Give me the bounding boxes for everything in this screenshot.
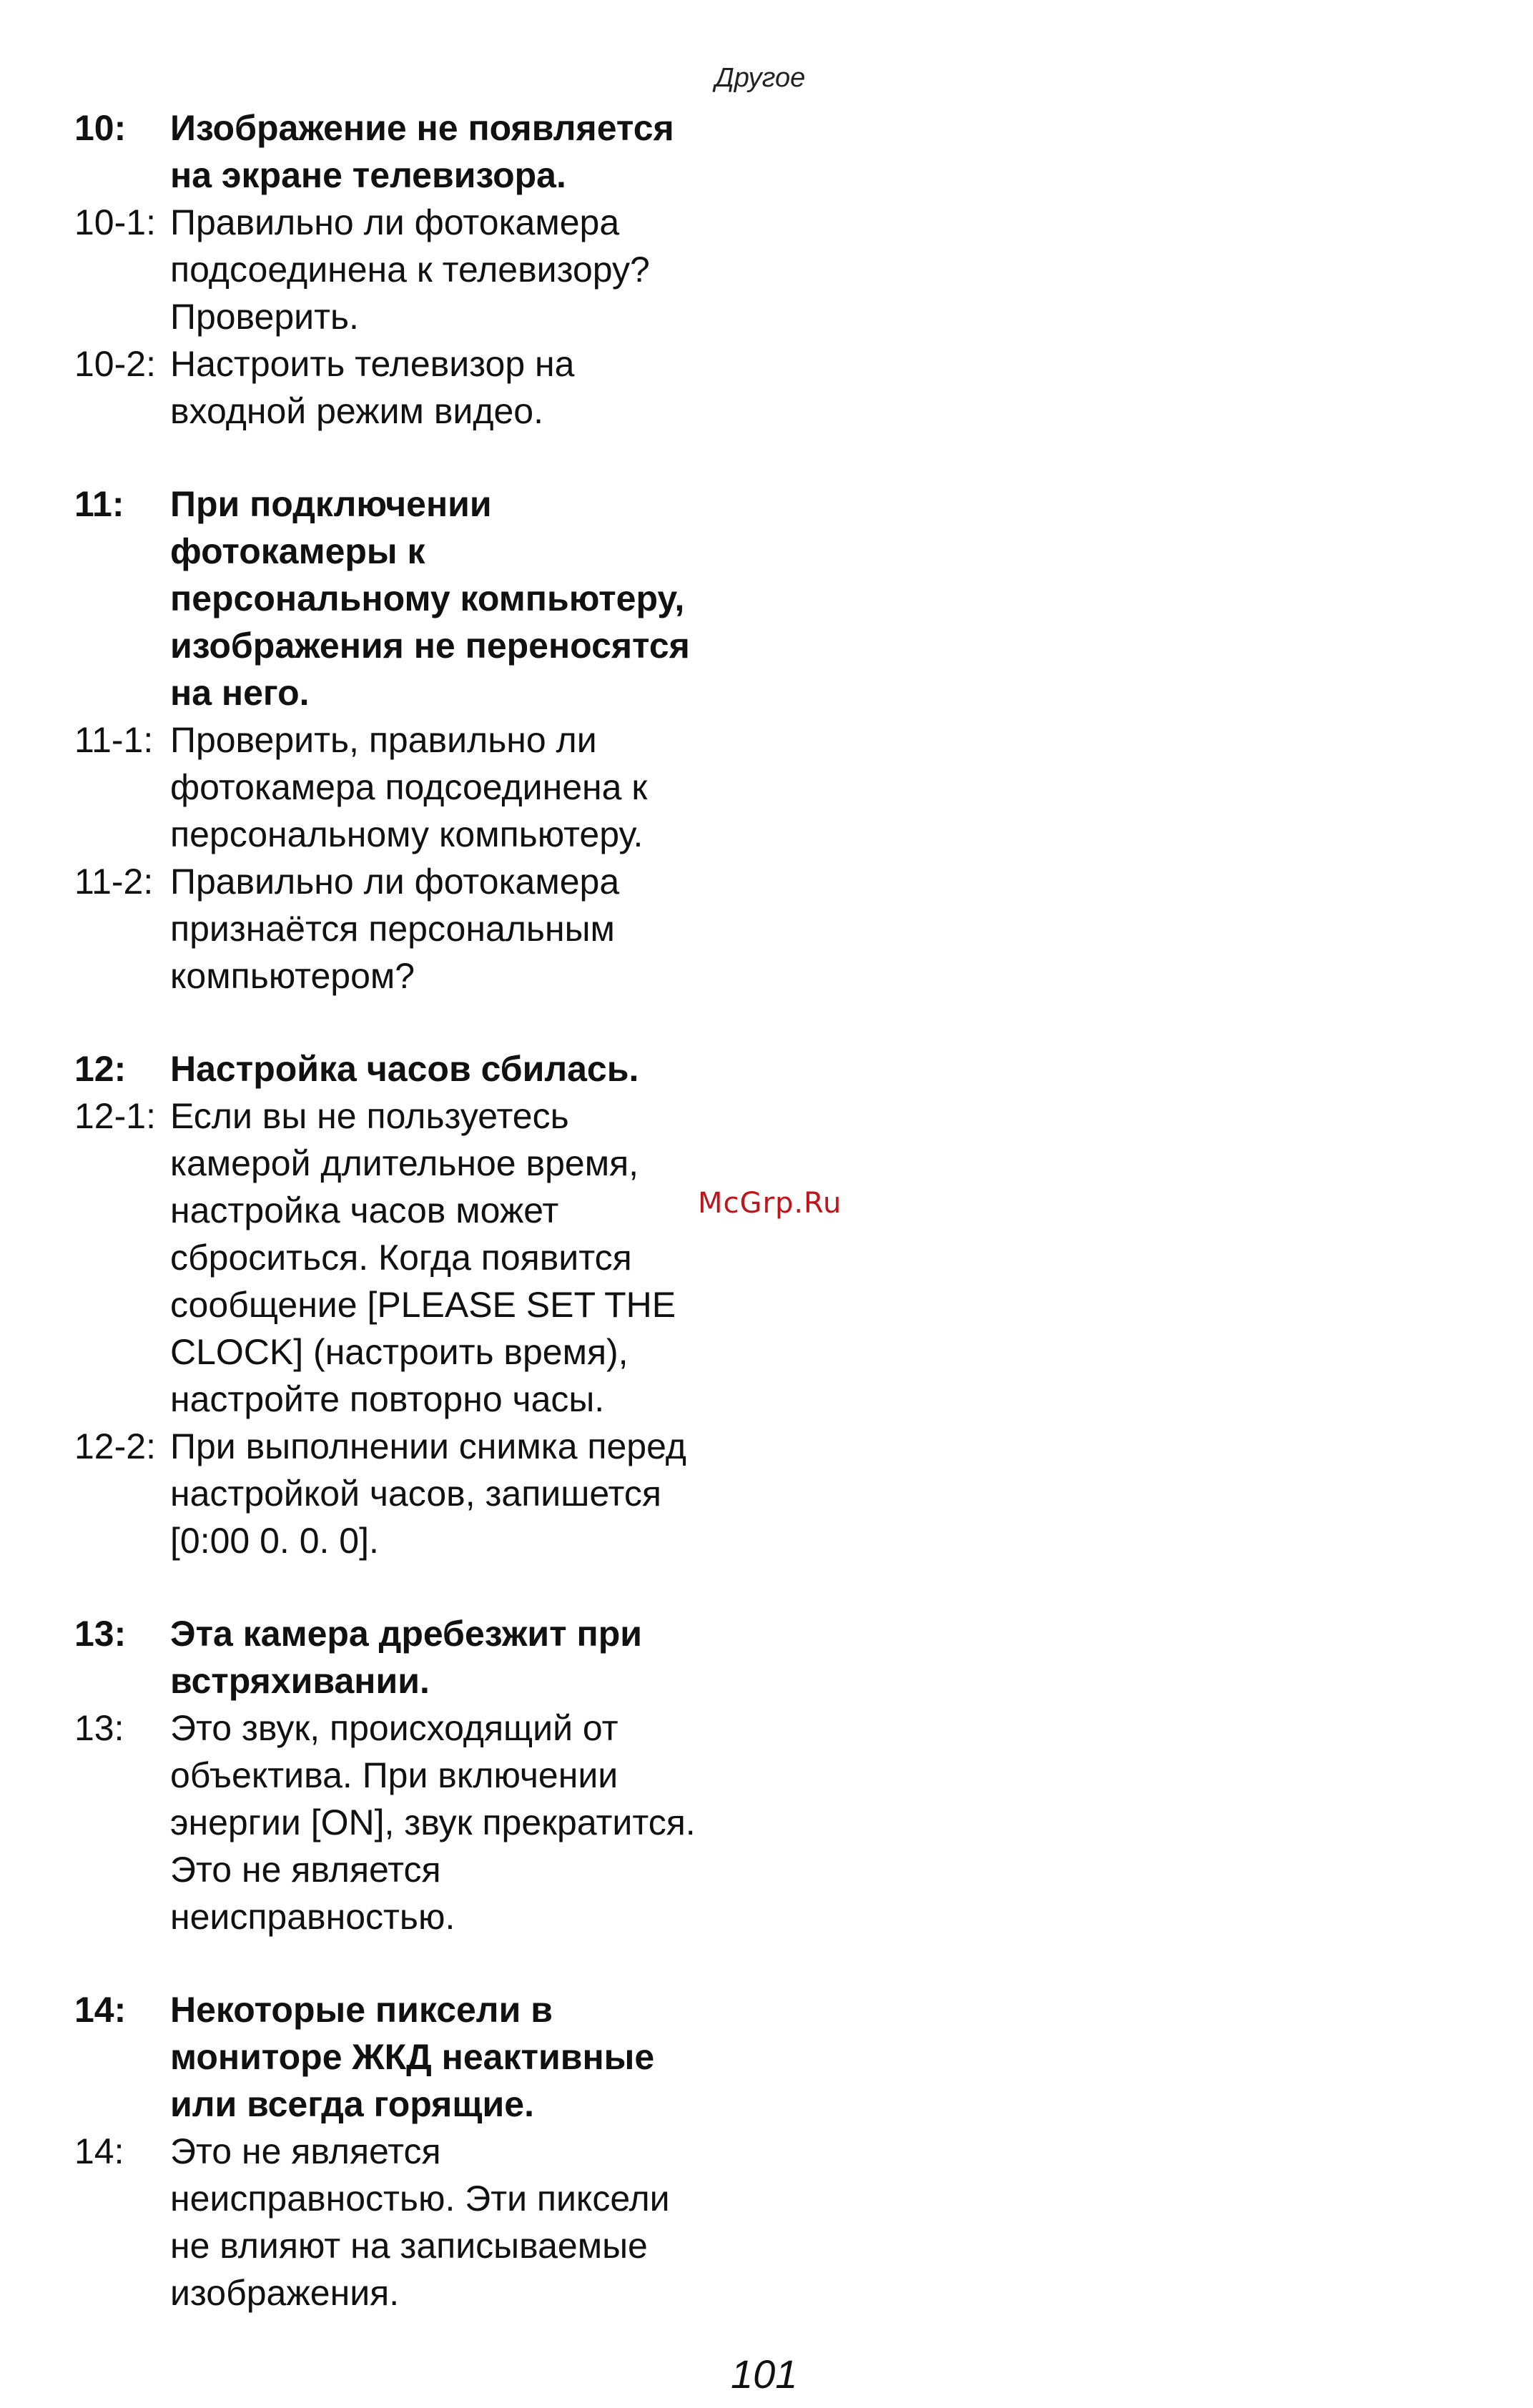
- question-number: 13:: [74, 1614, 127, 1654]
- question-text: Эта камера дребезжит при встряхивании.: [170, 1614, 642, 1701]
- question: [74, 1986, 761, 2128]
- answer-text: Это не является неисправностью. Эти пиксели не влияют на записываемые изображения.: [170, 2131, 670, 2313]
- answer-number: 12-2:: [74, 1426, 156, 1466]
- answer-number: 11-1:: [74, 720, 154, 760]
- question-number: 11:: [74, 484, 124, 524]
- faq-content: [74, 104, 761, 2362]
- answer-text: Правильно ли фотокамера подсоединена к телевизору? Проверить.: [170, 202, 650, 337]
- faq-section-10: [74, 104, 761, 435]
- question: [74, 1610, 761, 1704]
- question-number: 14:: [74, 1990, 127, 2030]
- answer: [74, 340, 761, 435]
- question: [74, 104, 761, 199]
- answer: [74, 716, 761, 858]
- answer: [74, 2128, 761, 2316]
- faq-section-14: [74, 1986, 761, 2316]
- faq-section-12: [74, 1045, 761, 1564]
- question-number: 12:: [74, 1049, 127, 1089]
- answer: [74, 1092, 761, 1423]
- answer-text: Если вы не пользуетесь камерой длительное время, настройка часов может сброситься. Когда появится сообщение [PLEASE SET THE CLOCK] (настроить время), настройте повторно часы.: [170, 1096, 676, 1419]
- answer: [74, 199, 761, 340]
- watermark: McGrp.Ru: [698, 1187, 842, 1220]
- question: [74, 480, 761, 716]
- answer: [74, 1704, 761, 1940]
- answer-text: При выполнении снимка перед настройкой часов, запишется [0:00 0. 0. 0].: [170, 1426, 686, 1561]
- answer-number: 10-1:: [74, 202, 156, 242]
- question-text: Изображение не появляется на экране телевизора.: [170, 108, 674, 195]
- answer-number: 12-1:: [74, 1096, 156, 1136]
- faq-section-11: [74, 480, 761, 1000]
- faq-section-13: [74, 1610, 761, 1940]
- page-number: 101: [731, 2352, 798, 2397]
- answer-number: 13:: [74, 1708, 124, 1748]
- question: [74, 1045, 761, 1092]
- question-text: При подключении фотокамеры к персональному компьютеру, изображения не переносятся на него.: [170, 484, 690, 713]
- question-text: Некоторые пиксели в мониторе ЖКД неактивные или всегда горящие.: [170, 1990, 655, 2124]
- answer-number: 10-2:: [74, 344, 156, 384]
- answer-text: Проверить, правильно ли фотокамера подсоединена к персональному компьютеру.: [170, 720, 648, 854]
- answer-text: Настроить телевизор на входной режим видео.: [170, 344, 575, 431]
- answer: [74, 858, 761, 1000]
- section-header: Другое: [715, 63, 806, 93]
- answer-text: Это звук, происходящий от объектива. При включении энергии [ON], звук прекратится. Это не является неисправностью.: [170, 1708, 696, 1937]
- answer: [74, 1423, 761, 1564]
- answer-number: 11-2:: [74, 862, 154, 902]
- question-number: 10:: [74, 108, 127, 148]
- answer-number: 14:: [74, 2131, 124, 2171]
- answer-text: Правильно ли фотокамера признаётся персональным компьютером?: [170, 862, 620, 996]
- question-text: Настройка часов сбилась.: [170, 1049, 639, 1089]
